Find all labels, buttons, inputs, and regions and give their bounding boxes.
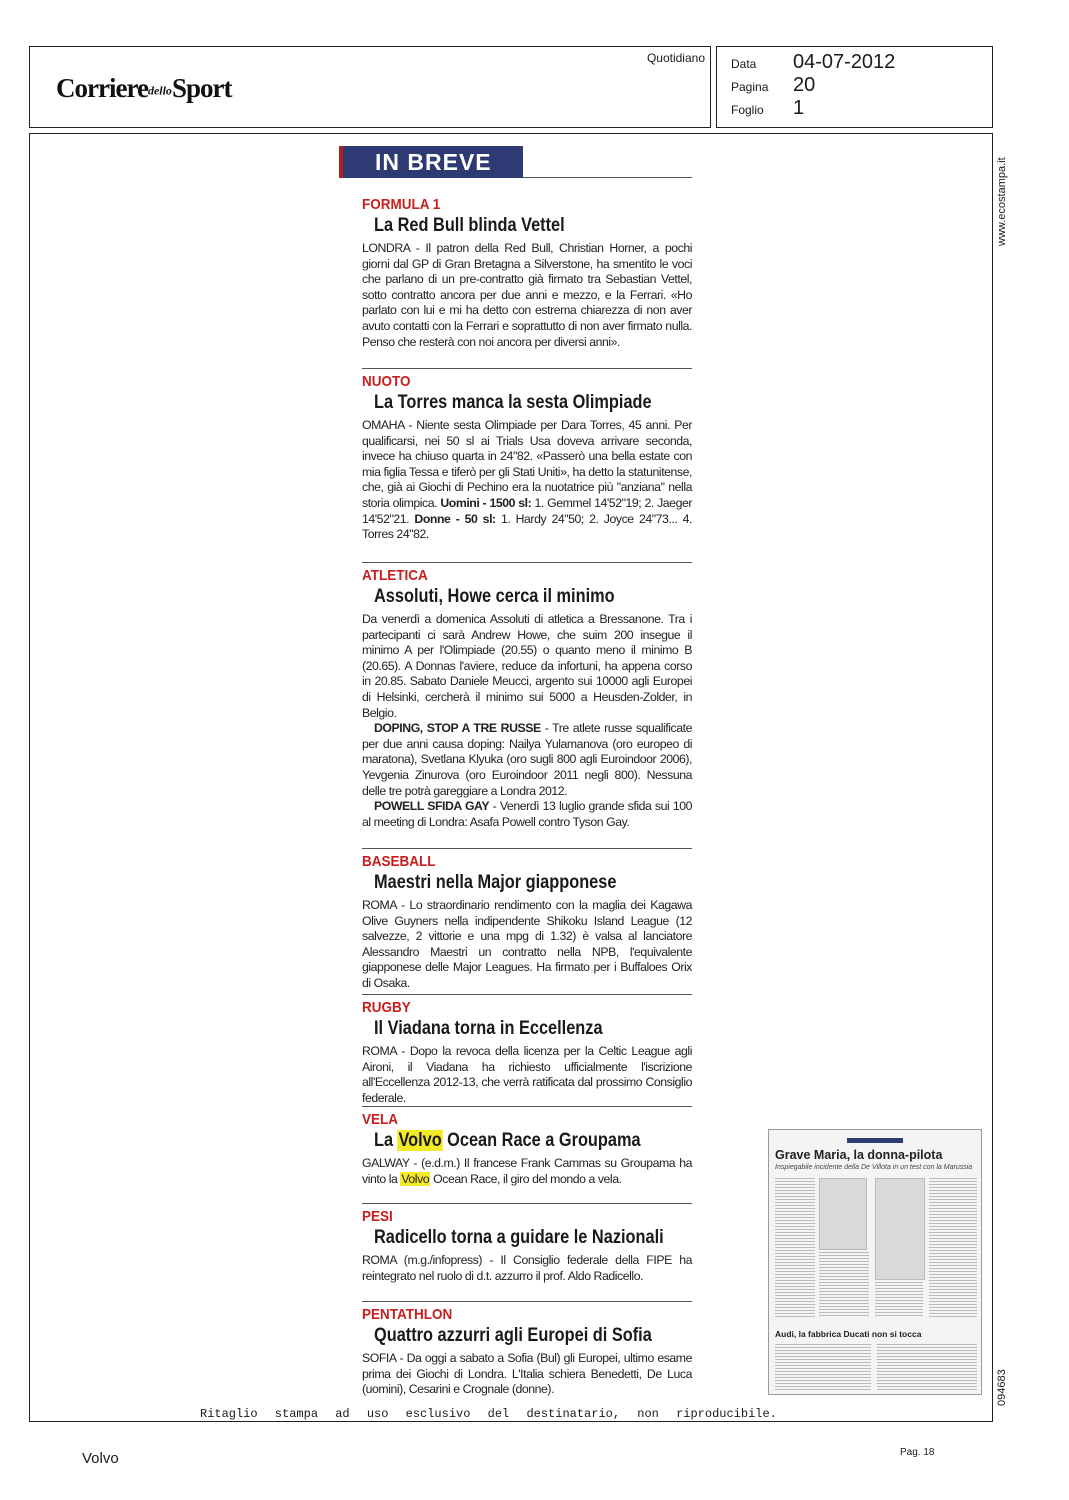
article-nuoto [362,373,692,543]
divider [362,848,692,849]
thumb-text-column [929,1178,977,1318]
meta-date: Data 04-07-2012 [731,51,896,73]
article-category: PESI [362,1208,393,1225]
publication-type: Quotidiano [646,51,705,65]
article-formula1 [362,196,692,350]
divider [362,994,692,995]
keyword-highlight: Volvo [398,1130,442,1151]
page-number: Pag. 18 [900,1447,935,1458]
article-baseball [362,853,692,992]
article-title: Il Viadana torna in Eccellenza [374,1018,603,1039]
article-title: La Torres manca la sesta Olimpiade [374,392,652,413]
article-body: ROMA - Dopo la revoca della licenza per la Celtic League agli Aironi, il Viadana ha richiesto ufficialmente l'iscrizione all'Eccellenza 2012-13, che verrà ratificata dal prossimo Consiglio federale. [362,1044,692,1105]
page-thumbnail [768,1129,982,1395]
meta-page: Pagina 20 [731,74,816,96]
article-title: Assoluti, Howe cerca il minimo [374,586,615,607]
article-pesi [362,1208,692,1284]
article-title: La Volvo Ocean Race a Groupama [374,1130,641,1151]
keyword-highlight: Volvo [401,1171,430,1186]
thumb-text-column [877,1344,977,1390]
disclaimer: Ritaglio stampa ad uso esclusivo del destinatario, non riproducibile. [200,1407,777,1421]
article-rugby [362,999,692,1106]
article-vela [362,1111,692,1187]
article-category: ATLETICA [362,567,428,584]
thumb-section-bar [847,1138,903,1143]
divider [523,177,692,178]
footer-keyword: Volvo [82,1450,119,1467]
article-body: GALWAY - (e.d.m.) Il francese Frank Cammas su Groupama ha vinto la Volvo Ocean Race, il giro del mondo a vela. [362,1156,692,1186]
thumb-photo [819,1178,867,1250]
thumb-subhead: Inspiegabile incidente della De Villota in un test con la Marussia [775,1164,973,1171]
thumb-headline: Grave Maria, la donna-pilota [775,1148,943,1162]
article-category: VELA [362,1111,399,1128]
article-title: La Red Bull blinda Vettel [374,215,565,236]
thumb-text-column [819,1252,869,1318]
article-title: Maestri nella Major giapponese [374,872,617,893]
article-title: Quattro azzurri agli Europei di Sofia [374,1325,652,1346]
side-url: www.ecostampa.it [996,157,1008,246]
article-category: FORMULA 1 [362,196,441,213]
divider [362,368,692,369]
section-label: IN BREVE [339,146,523,178]
thumb-text-column [775,1178,815,1318]
thumb-text-column [775,1344,871,1390]
thumb-photo [875,1178,925,1280]
thumb-text-column [875,1282,923,1318]
article-category: RUGBY [362,999,411,1016]
article-body: LONDRA - Il patron della Red Bull, Christian Horner, a pochi giorni dal GP di Gran Bretagna a Silverstone, ha smentito le voci che parlano di un pre-contratto già firmato tra Sebastian Vettel, sotto contratto ancora per due anni e mezzo, e la Ferrari. «Ho parlato con lui e mi ha detto con estrema chiarezza di non aver avuto contatti con la Ferrari e soprattutto di non aver firmato nulla. Penso che resterà con noi ancora per diversi anni». [362,241,692,349]
header-masthead-box [29,46,711,128]
header-meta-box [716,46,993,128]
article-category: PENTATHLON [362,1306,453,1323]
article-body: ROMA - Lo straordinario rendimento con la maglia dei Kagawa Olive Guyners nella indipendente Shikoku Island League (12 salvezze, 2 vittorie e una mpg di 1.32) è valsa al lanciatore Alessandro Maestri un contratto nella NPB, l'equivalente giapponese delle Major Leagues. Ha firmato per i Buffaloes Orix di Osaka. [362,898,692,990]
article-pentathlon [362,1306,692,1398]
article-body: Da venerdì a domenica Assoluti di atletica a Bressanone. Tra i partecipanti ci sarà Andrew Howe, che suim 200 insegue il minimo A per l'Olimpiade (20.55) o quanto meno il minimo B (20.65). A Donnas l'aviere, reduce da infortuni, ha appena corso in 20.85. Sabato Daniele Meucci, argento sui 10000 agli Europei di Helsinki, cercherà il minimo sui 5000 a Heusden-Zolder, in Belgio. DOPING, STOP A TRE RUSSE - Tre atlete russe squalificate per due anni causa doping: Nailya Yulamanova (oro europeo di maratona), Svetlana Klyuka (oro sugli 800 agli Euroindoor 2006), Yevgenia Zinurova (oro Euroindoor 2011 negli 800). Nessuna delle tre potrà gareggiare a Londra 2012. POWELL SFIDA GAY - Venerdì 13 luglio grande sfida sui 100 al meeting di Londra: Asafa Powell contro Tyson Gay. [362,612,692,829]
article-body: ROMA (m.g./infopress) - Il Consiglio federale della FIPE ha reintegrato nel ruolo di d.t. azzurro il prof. Aldo Radicello. [362,1253,692,1283]
divider [362,562,692,563]
article-body: OMAHA - Niente sesta Olimpiade per Dara Torres, 45 anni. Per qualificarsi, nei 50 sl ai Trials Usa doveva arrivare seconda, invece ha chiuso quarta in 24"82. «Passerò una bella estate con mia figlia Tessa e tiferò per gli Stati Uniti», ha detto la statunitense, che, già ai Giochi di Pechino era la nuotatrice più "anziana" nella storia olimpica. Uomini - 1500 sl: 1. Gemmel 14'52"19; 2. Jaeger 14'52"21. Donne - 50 sl: 1. Hardy 24"50; 2. Joyce 24"73... 4. Torres 24"82. [362,418,692,542]
divider [362,1203,692,1204]
meta-sheet: Foglio 1 [731,97,805,119]
divider [362,1106,692,1107]
thumb-headline-2: Audi, la fabbrica Ducati non si tocca [775,1329,922,1339]
side-code: 094683 [996,1369,1008,1406]
article-title: Radicello torna a guidare le Nazionali [374,1227,664,1248]
newspaper-logo: CorrieredelloSport [56,73,232,103]
article-category: NUOTO [362,373,411,390]
article-category: BASEBALL [362,853,436,870]
article-atletica [362,567,692,830]
article-body: SOFIA - Da oggi a sabato a Sofia (Bul) gli Europei, ultimo esame prima dei Giochi di Londra. L'Italia schiera Benedetti, De Luca (uomini), Cesarini e Crognale (donne). [362,1351,692,1397]
divider [362,1301,692,1302]
